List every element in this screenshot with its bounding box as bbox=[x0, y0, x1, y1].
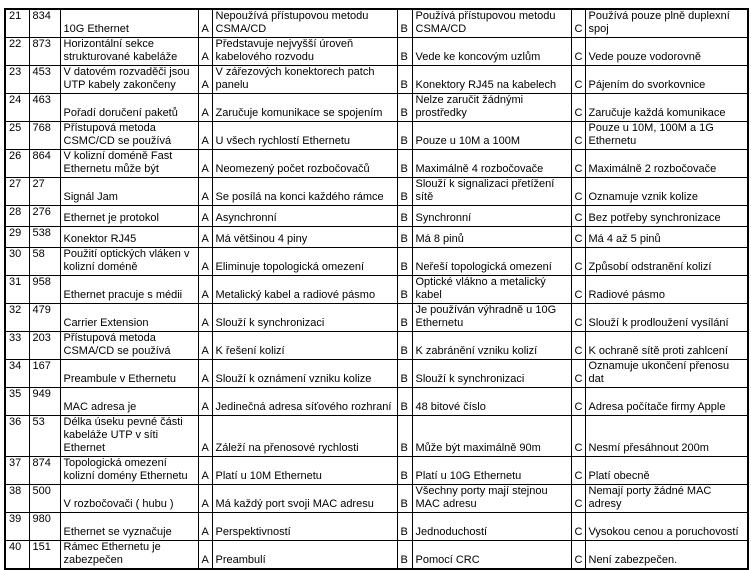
cell-question-text: Ethernet se vyznačuje bbox=[60, 513, 198, 541]
cell-question-text: Rámec Ethernetu je zabezpečen bbox=[60, 541, 198, 570]
cell-option-b: Pomocí CRC bbox=[412, 541, 571, 570]
cell-option-c: Bez potřeby synchronizace bbox=[585, 206, 748, 227]
cell-question-text: MAC adresa je bbox=[60, 388, 198, 416]
cell-option-b: K zabránění vzniku kolizí bbox=[412, 332, 571, 360]
cell-letter-b: B bbox=[397, 206, 412, 227]
cell-letter-c: C bbox=[571, 304, 585, 332]
cell-question-id: 500 bbox=[29, 485, 60, 513]
cell-letter-a: A bbox=[198, 94, 212, 122]
table-row bbox=[5, 304, 748, 332]
table-row bbox=[5, 416, 748, 457]
cell-option-a: Platí u 10M Ethernetu bbox=[212, 457, 397, 485]
cell-option-c: Nemají porty žádné MAC adresy bbox=[585, 485, 748, 513]
cell-option-a: Asynchronní bbox=[212, 206, 397, 227]
table-row bbox=[5, 457, 748, 485]
cell-letter-c: C bbox=[571, 388, 585, 416]
cell-letter-c: C bbox=[571, 227, 585, 248]
cell-letter-a: A bbox=[198, 332, 212, 360]
cell-option-b: Slouží k signalizaci přetížení sítě bbox=[412, 178, 571, 206]
table-row bbox=[5, 38, 748, 66]
cell-question-id: 958 bbox=[29, 276, 60, 304]
cell-question-number: 34 bbox=[5, 360, 29, 388]
cell-question-id: 53 bbox=[29, 416, 60, 457]
cell-option-b: Konektory RJ45 na kabelech bbox=[412, 66, 571, 94]
cell-option-b: Slouží k synchronizaci bbox=[412, 360, 571, 388]
cell-option-c: Zaručuje každá komunikace bbox=[585, 94, 748, 122]
cell-option-b: Používá přístupovou metodu CSMA/CD bbox=[412, 9, 571, 38]
cell-question-id: 980 bbox=[29, 513, 60, 541]
cell-letter-b: B bbox=[397, 38, 412, 66]
table-row bbox=[5, 122, 748, 150]
cell-letter-c: C bbox=[571, 206, 585, 227]
cell-question-number: 29 bbox=[5, 227, 29, 248]
cell-option-a: V zářezových konektorech patch panelu bbox=[212, 66, 397, 94]
cell-question-id: 479 bbox=[29, 304, 60, 332]
cell-question-number: 37 bbox=[5, 457, 29, 485]
table-row bbox=[5, 541, 748, 570]
cell-letter-a: A bbox=[198, 485, 212, 513]
cell-question-id: 949 bbox=[29, 388, 60, 416]
cell-option-b: Má 8 pinů bbox=[412, 227, 571, 248]
cell-letter-c: C bbox=[571, 122, 585, 150]
cell-letter-c: C bbox=[571, 457, 585, 485]
cell-question-id: 463 bbox=[29, 94, 60, 122]
cell-question-text: V kolizní doméně Fast Ethernetu může být bbox=[60, 150, 198, 178]
cell-option-b: Vede ke koncovým uzlům bbox=[412, 38, 571, 66]
cell-option-c: Používá pouze plně duplexní spoj bbox=[585, 9, 748, 38]
table-row bbox=[5, 332, 748, 360]
cell-question-text: Pořadí doručení paketů bbox=[60, 94, 198, 122]
cell-letter-b: B bbox=[397, 513, 412, 541]
cell-option-a: Eliminuje topologická omezení bbox=[212, 248, 397, 276]
table-row bbox=[5, 206, 748, 227]
cell-letter-b: B bbox=[397, 276, 412, 304]
cell-option-c: Adresa počítače firmy Apple bbox=[585, 388, 748, 416]
cell-letter-a: A bbox=[198, 388, 212, 416]
cell-letter-b: B bbox=[397, 332, 412, 360]
cell-option-a: Se posílá na konci každého rámce bbox=[212, 178, 397, 206]
cell-option-c: Slouží k prodloužení vysílání bbox=[585, 304, 748, 332]
cell-question-number: 35 bbox=[5, 388, 29, 416]
cell-option-b: Synchronní bbox=[412, 206, 571, 227]
cell-letter-b: B bbox=[397, 94, 412, 122]
cell-question-id: 873 bbox=[29, 38, 60, 66]
cell-option-a: Nepoužívá přístupovou metodu CSMA/CD bbox=[212, 9, 397, 38]
cell-letter-c: C bbox=[571, 178, 585, 206]
table-row bbox=[5, 227, 748, 248]
cell-question-number: 21 bbox=[5, 9, 29, 38]
cell-option-c: Maximálně 2 rozbočovače bbox=[585, 150, 748, 178]
cell-letter-c: C bbox=[571, 94, 585, 122]
cell-option-b: 48 bitové číslo bbox=[412, 388, 571, 416]
cell-question-text: Preambule v Ethernetu bbox=[60, 360, 198, 388]
cell-question-text: Signál Jam bbox=[60, 178, 198, 206]
cell-option-c: Způsobí odstranění kolizí bbox=[585, 248, 748, 276]
cell-option-a: Má každý port svoji MAC adresu bbox=[212, 485, 397, 513]
cell-option-a: Záleží na přenosové rychlosti bbox=[212, 416, 397, 457]
cell-letter-c: C bbox=[571, 276, 585, 304]
table-row bbox=[5, 485, 748, 513]
cell-question-id: 167 bbox=[29, 360, 60, 388]
cell-option-a: Perspektivností bbox=[212, 513, 397, 541]
cell-option-b: Může být maximálně 90m bbox=[412, 416, 571, 457]
cell-letter-a: A bbox=[198, 150, 212, 178]
cell-letter-b: B bbox=[397, 150, 412, 178]
cell-option-a: Metalický kabel a radiové pásmo bbox=[212, 276, 397, 304]
cell-letter-b: B bbox=[397, 248, 412, 276]
table-row bbox=[5, 276, 748, 304]
table-row bbox=[5, 150, 748, 178]
cell-option-c: Radiové pásmo bbox=[585, 276, 748, 304]
cell-question-text: Carrier Extension bbox=[60, 304, 198, 332]
cell-letter-c: C bbox=[571, 416, 585, 457]
cell-question-number: 32 bbox=[5, 304, 29, 332]
cell-option-b: Jednoduchostí bbox=[412, 513, 571, 541]
cell-letter-b: B bbox=[397, 416, 412, 457]
cell-letter-c: C bbox=[571, 332, 585, 360]
table-row bbox=[5, 9, 748, 38]
cell-option-b: Maximálně 4 rozbočovače bbox=[412, 150, 571, 178]
cell-question-number: 23 bbox=[5, 66, 29, 94]
cell-letter-b: B bbox=[397, 9, 412, 38]
cell-option-c: Není zabezpečen. bbox=[585, 541, 748, 570]
cell-option-c: Pouze u 10M, 100M a 1G Ethernetu bbox=[585, 122, 748, 150]
cell-option-c: Oznamuje vznik kolize bbox=[585, 178, 748, 206]
cell-question-number: 30 bbox=[5, 248, 29, 276]
cell-letter-a: A bbox=[198, 206, 212, 227]
cell-letter-a: A bbox=[198, 541, 212, 570]
cell-question-id: 203 bbox=[29, 332, 60, 360]
cell-letter-c: C bbox=[571, 150, 585, 178]
cell-question-number: 40 bbox=[5, 541, 29, 570]
cell-question-number: 31 bbox=[5, 276, 29, 304]
cell-letter-a: A bbox=[198, 9, 212, 38]
cell-question-text: Topologická omezení kolizní domény Ethernetu bbox=[60, 457, 198, 485]
cell-option-a: Neomezený počet rozbočovačů bbox=[212, 150, 397, 178]
cell-option-b: Neřeší topologická omezení bbox=[412, 248, 571, 276]
cell-option-b: Optické vlákno a metalický kabel bbox=[412, 276, 571, 304]
cell-option-a: Slouží k synchronizaci bbox=[212, 304, 397, 332]
cell-letter-a: A bbox=[198, 38, 212, 66]
question-table bbox=[4, 8, 749, 570]
cell-letter-a: A bbox=[198, 66, 212, 94]
cell-question-text: Použití optických vláken v kolizní doméně bbox=[60, 248, 198, 276]
cell-option-a: Má většinou 4 piny bbox=[212, 227, 397, 248]
table-row bbox=[5, 513, 748, 541]
cell-question-number: 28 bbox=[5, 206, 29, 227]
table-row bbox=[5, 248, 748, 276]
cell-letter-a: A bbox=[198, 178, 212, 206]
cell-letter-a: A bbox=[198, 513, 212, 541]
cell-letter-b: B bbox=[397, 541, 412, 570]
cell-letter-b: B bbox=[397, 227, 412, 248]
cell-letter-b: B bbox=[397, 388, 412, 416]
cell-letter-b: B bbox=[397, 122, 412, 150]
cell-question-id: 27 bbox=[29, 178, 60, 206]
cell-option-a: U všech rychlostí Ethernetu bbox=[212, 122, 397, 150]
cell-letter-c: C bbox=[571, 360, 585, 388]
cell-question-id: 538 bbox=[29, 227, 60, 248]
question-table-body bbox=[5, 9, 748, 569]
table-row bbox=[5, 388, 748, 416]
cell-option-c: Oznamuje ukončení přenosu dat bbox=[585, 360, 748, 388]
cell-question-text: Horizontální sekce strukturované kabeláže bbox=[60, 38, 198, 66]
cell-question-id: 834 bbox=[29, 9, 60, 38]
cell-question-text: Konektor RJ45 bbox=[60, 227, 198, 248]
cell-letter-a: A bbox=[198, 304, 212, 332]
cell-letter-a: A bbox=[198, 457, 212, 485]
cell-question-text: 10G Ethernet bbox=[60, 9, 198, 38]
cell-letter-a: A bbox=[198, 248, 212, 276]
cell-option-c: Má 4 až 5 pinů bbox=[585, 227, 748, 248]
cell-option-c: Vede pouze vodorovně bbox=[585, 38, 748, 66]
cell-option-a: Preambulí bbox=[212, 541, 397, 570]
cell-option-b: Pouze u 10M a 100M bbox=[412, 122, 571, 150]
table-row bbox=[5, 66, 748, 94]
cell-question-id: 768 bbox=[29, 122, 60, 150]
cell-question-text: Délka úseku pevné části kabeláže UTP v síti Ethernet bbox=[60, 416, 198, 457]
cell-letter-b: B bbox=[397, 360, 412, 388]
cell-question-text: Ethernet je protokol bbox=[60, 206, 198, 227]
table-row bbox=[5, 360, 748, 388]
cell-question-number: 26 bbox=[5, 150, 29, 178]
cell-question-number: 39 bbox=[5, 513, 29, 541]
cell-option-b: Všechny porty mají stejnou MAC adresu bbox=[412, 485, 571, 513]
cell-option-a: K řešení kolizí bbox=[212, 332, 397, 360]
cell-question-id: 864 bbox=[29, 150, 60, 178]
cell-letter-b: B bbox=[397, 66, 412, 94]
cell-letter-c: C bbox=[571, 9, 585, 38]
cell-question-id: 453 bbox=[29, 66, 60, 94]
cell-option-b: Je používán výhradně u 10G Ethernetu bbox=[412, 304, 571, 332]
cell-question-number: 38 bbox=[5, 485, 29, 513]
cell-question-id: 58 bbox=[29, 248, 60, 276]
cell-letter-a: A bbox=[198, 360, 212, 388]
cell-letter-c: C bbox=[571, 38, 585, 66]
cell-option-c: K ochraně sítě proti zahlcení bbox=[585, 332, 748, 360]
cell-letter-a: A bbox=[198, 122, 212, 150]
cell-question-text: Ethernet pracuje s médii bbox=[60, 276, 198, 304]
cell-option-c: Nesmí přesáhnout 200m bbox=[585, 416, 748, 457]
table-row bbox=[5, 178, 748, 206]
cell-question-number: 36 bbox=[5, 416, 29, 457]
table-row bbox=[5, 94, 748, 122]
cell-question-number: 27 bbox=[5, 178, 29, 206]
cell-question-text: Přístupová metoda CSMC/CD se používá bbox=[60, 122, 198, 150]
cell-question-text: V datovém rozvaděči jsou UTP kabely zakončeny bbox=[60, 66, 198, 94]
cell-letter-b: B bbox=[397, 457, 412, 485]
cell-option-a: Zaručuje komunikace se spojením bbox=[212, 94, 397, 122]
cell-question-text: Přístupová metoda CSMA/CD se používá bbox=[60, 332, 198, 360]
cell-question-number: 33 bbox=[5, 332, 29, 360]
cell-question-id: 874 bbox=[29, 457, 60, 485]
cell-option-c: Platí obecně bbox=[585, 457, 748, 485]
cell-letter-c: C bbox=[571, 485, 585, 513]
cell-question-id: 151 bbox=[29, 541, 60, 570]
cell-letter-a: A bbox=[198, 227, 212, 248]
cell-question-number: 25 bbox=[5, 122, 29, 150]
cell-option-a: Představuje nejvyšší úroveň kabelového rozvodu bbox=[212, 38, 397, 66]
cell-option-b: Platí u 10G Ethernetu bbox=[412, 457, 571, 485]
cell-letter-c: C bbox=[571, 513, 585, 541]
cell-option-c: Pájením do svorkovnice bbox=[585, 66, 748, 94]
cell-letter-b: B bbox=[397, 178, 412, 206]
cell-question-number: 22 bbox=[5, 38, 29, 66]
cell-question-id: 276 bbox=[29, 206, 60, 227]
cell-option-b: Nelze zaručit žádnými prostředky bbox=[412, 94, 571, 122]
cell-letter-c: C bbox=[571, 248, 585, 276]
cell-question-text: V rozbočovači ( hubu ) bbox=[60, 485, 198, 513]
cell-question-number: 24 bbox=[5, 94, 29, 122]
cell-letter-a: A bbox=[198, 276, 212, 304]
cell-option-c: Vysokou cenou a poruchovostí bbox=[585, 513, 748, 541]
cell-letter-b: B bbox=[397, 304, 412, 332]
cell-letter-b: B bbox=[397, 485, 412, 513]
cell-letter-c: C bbox=[571, 66, 585, 94]
cell-letter-a: A bbox=[198, 416, 212, 457]
cell-option-a: Slouží k oznámení vzniku kolize bbox=[212, 360, 397, 388]
cell-letter-c: C bbox=[571, 541, 585, 570]
cell-option-a: Jedinečná adresa síťového rozhraní bbox=[212, 388, 397, 416]
